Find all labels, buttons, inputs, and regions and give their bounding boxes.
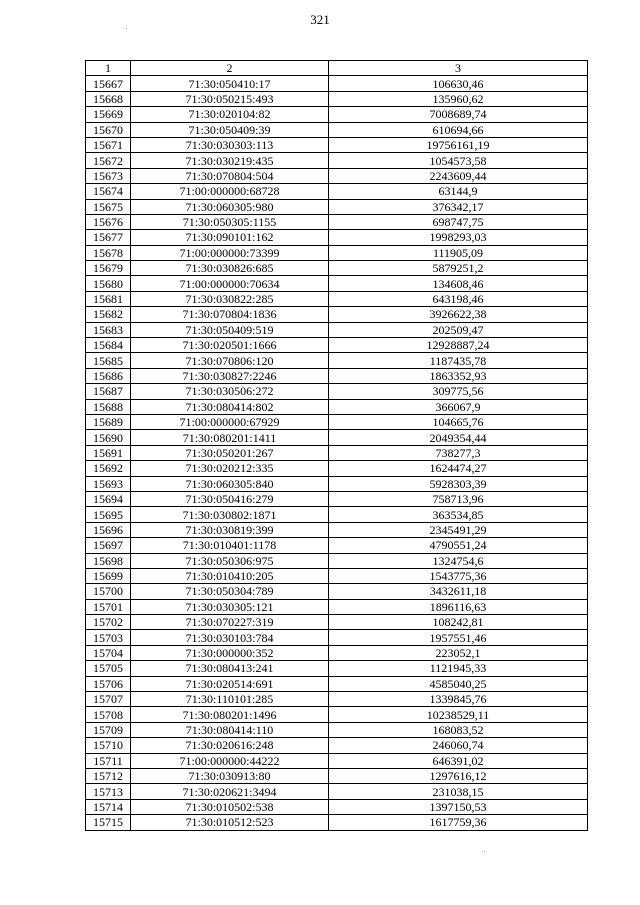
table-row	[86, 122, 588, 137]
cadastral-number-cell: 71:30:080414:802	[131, 399, 329, 414]
table-row	[86, 522, 588, 537]
value-cell: 646391,02	[329, 753, 588, 768]
cadastral-number-cell: 71:30:020104:82	[131, 107, 329, 122]
value-cell: 1957551,46	[329, 630, 588, 645]
table-row	[86, 107, 588, 122]
row-number-cell: 15681	[86, 291, 131, 306]
cadastral-number-cell: 71:30:030305:121	[131, 599, 329, 614]
cadastral-number-cell: 71:30:070227:319	[131, 615, 329, 630]
value-cell: 134608,46	[329, 276, 588, 291]
value-cell: 738277,3	[329, 445, 588, 460]
cadastral-number-cell: 71:30:030303:113	[131, 137, 329, 152]
cadastral-number-cell: 71:30:030826:685	[131, 261, 329, 276]
row-number-cell: 15690	[86, 430, 131, 445]
table-row	[86, 568, 588, 583]
row-number-cell: 15706	[86, 676, 131, 691]
table-row	[86, 430, 588, 445]
table-row	[86, 676, 588, 691]
cadastral-number-cell: 71:30:010512:523	[131, 815, 329, 830]
value-cell: 231038,15	[329, 784, 588, 799]
value-cell: 111905,09	[329, 245, 588, 260]
cadastral-number-cell: 71:30:050304:789	[131, 584, 329, 599]
table-row	[86, 230, 588, 245]
cadastral-number-cell: 71:30:010502:538	[131, 799, 329, 814]
row-number-cell: 15673	[86, 168, 131, 183]
table-row	[86, 353, 588, 368]
table-row	[86, 414, 588, 429]
table-row	[86, 507, 588, 522]
table-row	[86, 214, 588, 229]
cadastral-number-cell: 71:00:000000:73399	[131, 245, 329, 260]
cadastral-number-cell: 71:30:090101:162	[131, 230, 329, 245]
cadastral-number-cell: 71:30:050215:493	[131, 91, 329, 106]
value-cell: 104665,76	[329, 414, 588, 429]
row-number-cell: 15695	[86, 507, 131, 522]
column-header: 1	[86, 61, 131, 76]
cadastral-number-cell: 71:30:030827:2246	[131, 368, 329, 383]
value-cell: 5879251,2	[329, 261, 588, 276]
value-cell: 1896116,63	[329, 599, 588, 614]
row-number-cell: 15692	[86, 461, 131, 476]
row-number-cell: 15680	[86, 276, 131, 291]
row-number-cell: 15678	[86, 245, 131, 260]
table-row	[86, 245, 588, 260]
cadastral-number-cell: 71:30:060305:840	[131, 476, 329, 491]
cadastral-number-cell: 71:30:020616:248	[131, 738, 329, 753]
table-row	[86, 476, 588, 491]
cadastral-number-cell: 71:30:050410:17	[131, 76, 329, 91]
row-number-cell: 15679	[86, 261, 131, 276]
value-cell: 5928303,39	[329, 476, 588, 491]
value-cell: 106630,46	[329, 76, 588, 91]
row-number-cell: 15705	[86, 661, 131, 676]
value-cell: 7008689,74	[329, 107, 588, 122]
value-cell: 758713,96	[329, 491, 588, 506]
row-number-cell: 15668	[86, 91, 131, 106]
table-row	[86, 799, 588, 814]
table-row	[86, 307, 588, 322]
row-number-cell: 15709	[86, 722, 131, 737]
table-row	[86, 722, 588, 737]
table-row	[86, 538, 588, 553]
cadastral-number-cell: 71:30:030103:784	[131, 630, 329, 645]
row-number-cell: 15696	[86, 522, 131, 537]
cadastral-number-cell: 71:30:030219:435	[131, 153, 329, 168]
table-row	[86, 491, 588, 506]
column-header: 3	[329, 61, 588, 76]
value-cell: 108242,81	[329, 615, 588, 630]
row-number-cell: 15670	[86, 122, 131, 137]
value-cell: 4585040,25	[329, 676, 588, 691]
value-cell: 1617759,36	[329, 815, 588, 830]
row-number-cell: 15704	[86, 645, 131, 660]
cadastral-number-cell: 71:30:010410:205	[131, 568, 329, 583]
row-number-cell: 15667	[86, 76, 131, 91]
cadastral-number-cell: 71:30:030506:272	[131, 384, 329, 399]
table-row	[86, 768, 588, 783]
row-number-cell: 15697	[86, 538, 131, 553]
cadastral-number-cell: 71:30:070804:1836	[131, 307, 329, 322]
row-number-cell: 15710	[86, 738, 131, 753]
data-table	[85, 60, 588, 831]
cadastral-number-cell: 71:30:080413:241	[131, 661, 329, 676]
table-row	[86, 291, 588, 306]
row-number-cell: 15676	[86, 214, 131, 229]
value-cell: 698747,75	[329, 214, 588, 229]
table-row	[86, 815, 588, 830]
cadastral-number-cell: 71:30:080414:110	[131, 722, 329, 737]
cadastral-number-cell: 71:00:000000:44222	[131, 753, 329, 768]
table-row	[86, 384, 588, 399]
value-cell: 1543775,36	[329, 568, 588, 583]
row-number-cell: 15689	[86, 414, 131, 429]
table-row	[86, 445, 588, 460]
table-row	[86, 368, 588, 383]
value-cell: 1998293,03	[329, 230, 588, 245]
row-number-cell: 15691	[86, 445, 131, 460]
row-number-cell: 15703	[86, 630, 131, 645]
cadastral-number-cell: 71:30:050305:1155	[131, 214, 329, 229]
table-row	[86, 91, 588, 106]
row-number-cell: 15677	[86, 230, 131, 245]
cadastral-number-cell: 71:30:030802:1871	[131, 507, 329, 522]
table-row	[86, 399, 588, 414]
value-cell: 202509,47	[329, 322, 588, 337]
page-number: 321	[310, 12, 330, 27]
table-row	[86, 199, 588, 214]
row-number-cell: 15672	[86, 153, 131, 168]
table-row	[86, 153, 588, 168]
value-cell: 643198,46	[329, 291, 588, 306]
row-number-cell: 15713	[86, 784, 131, 799]
table-row	[86, 184, 588, 199]
cadastral-number-cell: 71:30:020514:691	[131, 676, 329, 691]
row-number-cell: 15711	[86, 753, 131, 768]
row-number-cell: 15669	[86, 107, 131, 122]
value-cell: 19756161,19	[329, 137, 588, 152]
value-cell: 246060,74	[329, 738, 588, 753]
cadastral-number-cell: 71:30:070806:120	[131, 353, 329, 368]
cadastral-number-cell: 71:00:000000:68728	[131, 184, 329, 199]
value-cell: 3926622,38	[329, 307, 588, 322]
cadastral-number-cell: 71:30:000000:352	[131, 645, 329, 660]
table-row	[86, 553, 588, 568]
value-cell: 168083,52	[329, 722, 588, 737]
table-row	[86, 599, 588, 614]
table-row	[86, 630, 588, 645]
table-row	[86, 738, 588, 753]
value-cell: 63144,9	[329, 184, 588, 199]
cadastral-number-cell: 71:30:080201:1411	[131, 430, 329, 445]
value-cell: 1121945,33	[329, 661, 588, 676]
row-number-cell: 15700	[86, 584, 131, 599]
value-cell: 2243609,44	[329, 168, 588, 183]
cadastral-number-cell: 71:30:030913:80	[131, 768, 329, 783]
table-row	[86, 692, 588, 707]
value-cell: 1054573,58	[329, 153, 588, 168]
cadastral-number-cell: 71:00:000000:67929	[131, 414, 329, 429]
table-row	[86, 645, 588, 660]
row-number-cell: 15708	[86, 707, 131, 722]
cadastral-number-cell: 71:30:080201:1496	[131, 707, 329, 722]
value-cell: 363534,85	[329, 507, 588, 522]
table-header-row	[86, 61, 588, 76]
value-cell: 376342,17	[329, 199, 588, 214]
cadastral-number-cell: 71:30:110101:285	[131, 692, 329, 707]
cadastral-number-cell: 71:30:070804:504	[131, 168, 329, 183]
cadastral-number-cell: 71:30:020621:3494	[131, 784, 329, 799]
row-number-cell: 15698	[86, 553, 131, 568]
scan-speck	[484, 851, 485, 852]
cadastral-number-cell: 71:30:050201:267	[131, 445, 329, 460]
table-row	[86, 137, 588, 152]
scan-speck	[126, 28, 127, 29]
table-row	[86, 584, 588, 599]
table-row	[86, 276, 588, 291]
value-cell: 309775,56	[329, 384, 588, 399]
table-row	[86, 76, 588, 91]
row-number-cell: 15694	[86, 491, 131, 506]
row-number-cell: 15707	[86, 692, 131, 707]
cadastral-number-cell: 71:00:000000:70634	[131, 276, 329, 291]
table-body	[86, 76, 588, 830]
cadastral-number-cell: 71:30:010401:1178	[131, 538, 329, 553]
table-row	[86, 461, 588, 476]
cadastral-number-cell: 71:30:050409:519	[131, 322, 329, 337]
cadastral-number-cell: 71:30:020501:1666	[131, 338, 329, 353]
value-cell: 610694,66	[329, 122, 588, 137]
value-cell: 2345491,29	[329, 522, 588, 537]
table-row	[86, 338, 588, 353]
value-cell: 135960,62	[329, 91, 588, 106]
value-cell: 1397150,53	[329, 799, 588, 814]
row-number-cell: 15682	[86, 307, 131, 322]
row-number-cell: 15701	[86, 599, 131, 614]
table-row	[86, 753, 588, 768]
value-cell: 366067,9	[329, 399, 588, 414]
cadastral-number-cell: 71:30:020212:335	[131, 461, 329, 476]
value-cell: 223052,1	[329, 645, 588, 660]
row-number-cell: 15714	[86, 799, 131, 814]
table-row	[86, 322, 588, 337]
table-row	[86, 168, 588, 183]
cadastral-number-cell: 71:30:050306:975	[131, 553, 329, 568]
table-row	[86, 784, 588, 799]
value-cell: 1624474,27	[329, 461, 588, 476]
cadastral-number-cell: 71:30:030819:399	[131, 522, 329, 537]
row-number-cell: 15685	[86, 353, 131, 368]
table-row	[86, 661, 588, 676]
row-number-cell: 15687	[86, 384, 131, 399]
value-cell: 3432611,18	[329, 584, 588, 599]
cadastral-number-cell: 71:30:030822:285	[131, 291, 329, 306]
table-row	[86, 707, 588, 722]
row-number-cell: 15674	[86, 184, 131, 199]
value-cell: 4790551,24	[329, 538, 588, 553]
row-number-cell: 15715	[86, 815, 131, 830]
row-number-cell: 15699	[86, 568, 131, 583]
cadastral-number-cell: 71:30:060305:980	[131, 199, 329, 214]
row-number-cell: 15702	[86, 615, 131, 630]
value-cell: 1339845,76	[329, 692, 588, 707]
column-header: 2	[131, 61, 329, 76]
value-cell: 12928887,24	[329, 338, 588, 353]
row-number-cell: 15686	[86, 368, 131, 383]
row-number-cell: 15693	[86, 476, 131, 491]
value-cell: 1297616,12	[329, 768, 588, 783]
row-number-cell: 15684	[86, 338, 131, 353]
value-cell: 1324754,6	[329, 553, 588, 568]
value-cell: 1187435,78	[329, 353, 588, 368]
value-cell: 10238529,11	[329, 707, 588, 722]
row-number-cell: 15683	[86, 322, 131, 337]
row-number-cell: 15675	[86, 199, 131, 214]
cadastral-number-cell: 71:30:050409:39	[131, 122, 329, 137]
value-cell: 2049354,44	[329, 430, 588, 445]
row-number-cell: 15671	[86, 137, 131, 152]
table-row	[86, 615, 588, 630]
table-row	[86, 261, 588, 276]
row-number-cell: 15712	[86, 768, 131, 783]
cadastral-number-cell: 71:30:050416:279	[131, 491, 329, 506]
row-number-cell: 15688	[86, 399, 131, 414]
value-cell: 1863352,93	[329, 368, 588, 383]
